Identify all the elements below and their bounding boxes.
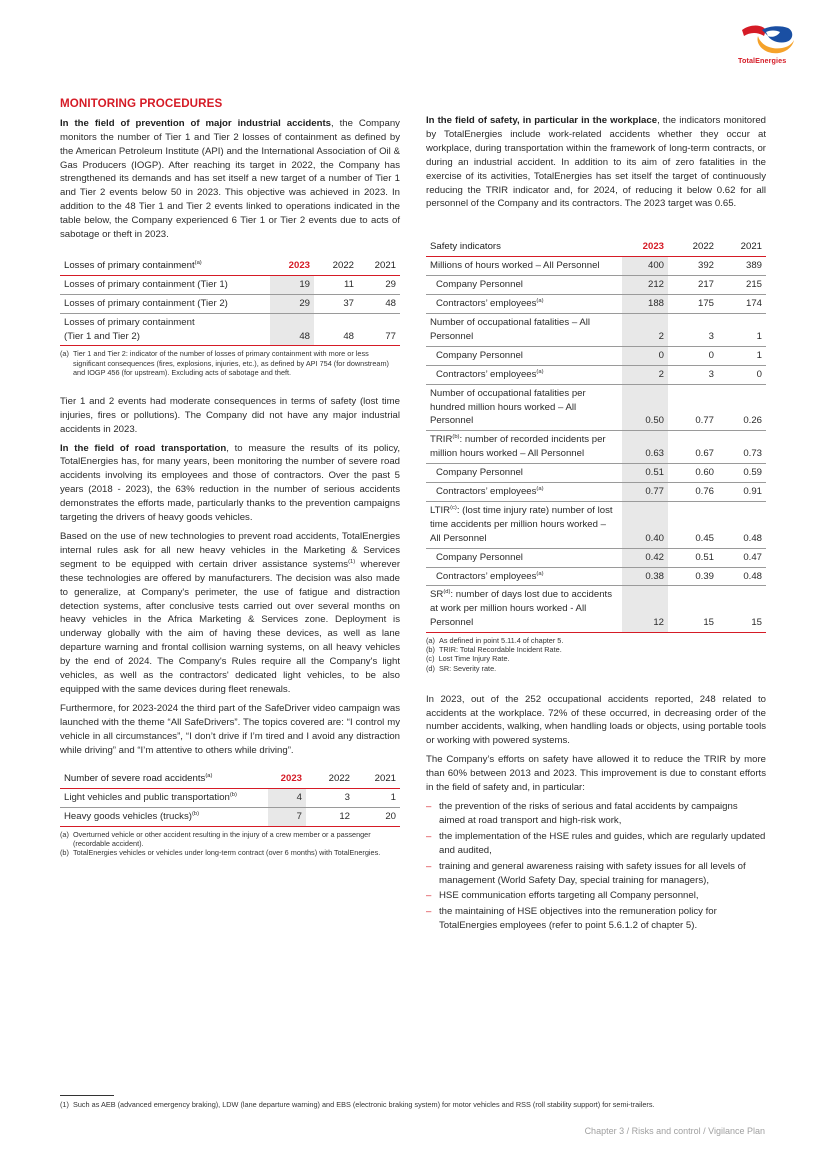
- row-value: 0.77: [622, 483, 668, 502]
- row-value: 1: [718, 313, 766, 346]
- row-value: 0.77: [668, 384, 718, 431]
- row-value: 174: [718, 295, 766, 314]
- table-row: Losses of primary containment (Tier 2) 29 37 48: [60, 294, 400, 313]
- row-label: LTIR$^{(c)}$: (lost time injury rate) number of lost time accidents per million hours worked – All Personnel: [426, 501, 622, 548]
- table-row: [426, 483, 766, 502]
- road-accidents-table: Number of severe road accidents$^{(a)}$ 2023 2022 2021 Light vehicles and public transportation$^{(b)}$ 4 3 1 Heavy goods vehicles (trucks)$^{(b)}$ 7 12 20: [60, 769, 400, 827]
- row-value: 0.38: [622, 567, 668, 586]
- table-row: [426, 567, 766, 586]
- year-2023: 2023: [270, 256, 314, 275]
- row-value: 0.50: [622, 384, 668, 431]
- table-row: [426, 313, 766, 346]
- brand-name: TotalEnergies: [738, 56, 787, 65]
- row-value: 3: [668, 313, 718, 346]
- row-label: Millions of hours worked – All Personnel: [426, 257, 622, 276]
- road-paragraph: In the field of road transportation, to measure the results of its policy, TotalEnergies has, for many years, been monitoring the number of severe road accidents involving its employees and those of contractors. Over the past 5 years (2018 - 2023), the 63% reduction in the number of serious accidents demonstrates the efforts made, particularly thanks to the prevention campaigns targeting the drivers of heavy goods vehicles.: [60, 442, 400, 524]
- row-label: Number of occupational fatalities – All Personnel: [426, 313, 622, 346]
- list-item: – HSE communication efforts targeting all Company personnel,: [426, 889, 766, 903]
- prevention-paragraph: In the field of prevention of major industrial accidents, the Company monitors the number of Tier 1 and Tier 2 losses of containment as defined by the American Petroleum Institute (API) and the International Association of Oil & Gas Producers (IOGP). After reaching its target in 2022, the Company has strengthened its demands and has set itself a new target of a number of Tier 1 and Tier 2 events below 50 in 2023. This objective was achieved in 2023. In addition to the 48 Tier 1 and Tier 2 events linked to operations indicated in the table below, the Company experienced 6 Tier 1 or Tier 2 events due to acts of sabotage or theft in 2023.: [60, 117, 400, 241]
- table-row: [426, 346, 766, 365]
- footnote: (1) Such as AEB (advanced emergency braking), LDW (lane departure warning) and EBS (electronic braking system) for motor vehicles and RSS (roll stability support) for semi-trailers.: [60, 1100, 655, 1109]
- section-title: MONITORING PROCEDURES: [60, 97, 223, 110]
- row-label: TRIR$^{(b)}$: number of recorded incidents per million hours worked – All Personnel: [426, 431, 622, 464]
- row-label: Company Personnel: [426, 276, 622, 295]
- table-header: Losses of primary containment$^{(a)}$: [60, 256, 270, 275]
- footnote-divider: [60, 1095, 114, 1096]
- list-item: – the prevention of the risks of serious and fatal accidents by campaigns aimed at road transport and high-risk work,: [426, 800, 766, 828]
- row-value: 0.47: [718, 548, 766, 567]
- row-label: Company Personnel: [426, 464, 622, 483]
- list-item: – the implementation of the HSE rules and guides, which are regularly updated and audited,: [426, 830, 766, 858]
- row-value: 400: [622, 257, 668, 276]
- year-2022: 2022: [314, 256, 358, 275]
- table-row: [426, 276, 766, 295]
- row-label: Number of occupational fatalities per hundred million hours worked – All Personnel: [426, 384, 622, 431]
- containment-table: [60, 256, 400, 347]
- row-value: 215: [718, 276, 766, 295]
- row-value: 1: [718, 346, 766, 365]
- table-header: Number of severe road accidents$^{(a)}$: [60, 769, 268, 788]
- accidents-paragraph: In 2023, out of the 252 occupational accidents reported, 248 related to accidents at the workplace. 72% of these occurred, in decreasing order of the number accidents, walking, when handling loads or objects, using portable tools or working with powered systems.: [426, 693, 766, 747]
- row-value: 0.73: [718, 431, 766, 464]
- row-value: 0.40: [622, 501, 668, 548]
- list-item: – the maintaining of HSE objectives into the remuneration policy for TotalEnergies employees (refer to point 5.6.1.2 of chapter 5).: [426, 905, 766, 933]
- row-label: Contractors’ employees$^{(a)}$: [426, 295, 622, 314]
- row-value: 3: [668, 365, 718, 384]
- row-value: 0.45: [668, 501, 718, 548]
- table-row: [426, 501, 766, 548]
- row-value: 0: [622, 346, 668, 365]
- table-row: [426, 365, 766, 384]
- list-item: – training and general awareness raising with safety issues for all levels of management (World Safety Day, special training for managers),: [426, 860, 766, 888]
- technologies-paragraph: Based on the use of new technologies to prevent road accidents, TotalEnergies internal rules ask for all new heavy vehicles in the Marketing & Services segment to be equipped with certain driver assistance systems$^{(1)}$ wherever these technologies are offered by manufacturers. The decision was also made to generalize, at Company's perimeter, the use of fatigue and distraction detection systems, after conclusive tests carried out over several months on heavy vehicles in the Africa Marketing & Services zone. Deployment is underway globally with the aim of having these devices, as well as lane departure warning and frontal collision warning systems, on all heavy vehicles by the end of 2024. The Company's Rules require all the Company's light vehicles, as well as the contractors' dedicated light vehicles, to be also equipped with the same devices during fleet renewals.: [60, 530, 401, 695]
- table-row: [426, 548, 766, 567]
- row-label: Contractors’ employees$^{(a)}$: [426, 365, 622, 384]
- row-value: 0.67: [668, 431, 718, 464]
- table-header: Safety indicators: [426, 237, 622, 256]
- page-footer: Chapter 3 / Risks and control / Vigilance Plan: [584, 1126, 765, 1136]
- right-column: [426, 114, 766, 935]
- table-row: Light vehicles and public transportation$^{(b)}$ 4 3 1: [60, 789, 400, 808]
- safedriver-paragraph: Furthermore, for 2023-2024 the third part of the SafeDriver video campaign was launched with the theme “All SafeDrivers”. The topics covered are: “I control my vehicle in all circumstances”, “I don’t drive if I’m tired and I avoid any distraction while driving” and “I’m attentive to others while driving”.: [60, 702, 400, 756]
- table-row: [426, 384, 766, 431]
- row-label: Contractors’ employees$^{(a)}$: [426, 483, 622, 502]
- row-value: 0: [668, 346, 718, 365]
- row-label: Contractors’ employees$^{(a)}$: [426, 567, 622, 586]
- row-value: 12: [622, 586, 668, 633]
- row-value: 389: [718, 257, 766, 276]
- row-value: 0.76: [668, 483, 718, 502]
- row-label: Company Personnel: [426, 548, 622, 567]
- efforts-list: [426, 800, 766, 933]
- safety-notes: (a) As defined in point 5.11.4 of chapter 5. (b) TRIR: Total Recordable Incident Rate. (c) Lost Time Injury Rate. (d) SR: Severity rate.: [426, 636, 564, 673]
- row-value: 212: [622, 276, 668, 295]
- road-notes: (a) Overturned vehicle or other accident resulting in the injury of a crew member or a passenger (recordable accident). (b) TotalEnergies vehicles or vehicles under long-term contract (over 6 months) with TotalEnergies.: [60, 830, 381, 858]
- trir-paragraph: The Company’s efforts on safety have allowed it to reduce the TRIR by more than 60% between 2013 and 2023. This improvement is due to constant efforts in the field of safety and, in particular:: [426, 754, 766, 794]
- row-value: 2: [622, 365, 668, 384]
- safety-indicators-table: Safety indicators 2023 2022 2021 Millions of hours worked – All Personnel 400 392 389 Company Personnel 212 217 215 Contractors’ employees$^{(a)}$ 188 175 174 Number of occupational fatalities – All Personnel 2 3 1 Company Personnel 0 0 1 Contractors’ employees$^{(a)}$ 2 3 0 Number of occupational fatalities per hundred million hours worked – All Personnel 0.50 0.77 0.26 TRIR$^{(b)}$: number of recorded incidents per million hours worked – All Personnel 0.63 0.67 0.73 Company Personnel 0.51 0.60 0.59 Contractors’ employees$^{(a)}$ 0.77 0.76 0.91 LTIR$^{(c)}$: (lost time injury rate) number of lost time accidents per million hours worked – All Personnel 0.40 0.45 0.48 Company Personnel 0.42 0.51 0.47 Contractors’ employees$^{(a)}$ 0.38 0.39 0.48 SR$^{(d)}$: number of days lost due to accidents at work per million hours worked - All Personnel 12 15 15: [426, 237, 766, 633]
- row-value: 0.51: [668, 548, 718, 567]
- row-value: 15: [668, 586, 718, 633]
- row-value: 2: [622, 313, 668, 346]
- row-value: 0.42: [622, 548, 668, 567]
- row-value: 0.26: [718, 384, 766, 431]
- prevention-lead: In the field of prevention of major industrial accidents: [60, 117, 331, 129]
- table-row: [426, 295, 766, 314]
- row-value: 217: [668, 276, 718, 295]
- row-value: 0.91: [718, 483, 766, 502]
- table-row: Losses of primary containment (Tier 1) 19 11 29: [60, 275, 400, 294]
- table-row: [426, 431, 766, 464]
- left-column: [60, 96, 400, 858]
- tier-paragraph: Tier 1 and 2 events had moderate consequences in terms of safety (lost time injuries, fires or pollutions). The Company did not have any major industrial accidents in 2023.: [60, 395, 400, 435]
- row-value: 0.39: [668, 567, 718, 586]
- year-2021: 2021: [358, 256, 400, 275]
- row-value: 0.48: [718, 501, 766, 548]
- table-row: [426, 257, 766, 276]
- table-row: [426, 586, 766, 633]
- row-label: SR$^{(d)}$: number of days lost due to accidents at work per million hours worked - All Personnel: [426, 586, 622, 633]
- row-value: 188: [622, 295, 668, 314]
- containment-notes: (a) Tier 1 and Tier 2: indicator of the number of losses of primary containment with more or less significant consequences (fires, explosions, injuries, etc.), as defined by API 754 (for downstream) and IOGP 456 (for upstream). Excluding acts of sabotage and theft.: [60, 349, 389, 377]
- row-value: 0.59: [718, 464, 766, 483]
- row-value: 392: [668, 257, 718, 276]
- table-row: Losses of primary containment (Tier 1 and Tier 2) 48 48 77: [60, 313, 400, 346]
- row-label: Company Personnel: [426, 346, 622, 365]
- row-value: 0.51: [622, 464, 668, 483]
- row-value: 15: [718, 586, 766, 633]
- row-value: 0: [718, 365, 766, 384]
- table-row: Heavy goods vehicles (trucks)$^{(b)}$ 7 12 20: [60, 808, 400, 827]
- row-value: 0.60: [668, 464, 718, 483]
- row-value: 0.63: [622, 431, 668, 464]
- row-value: 0.48: [718, 567, 766, 586]
- workplace-paragraph: In the field of safety, in particular in the workplace, the indicators monitored by TotalEnergies include work-related accidents whether they occur at workplace, during transportation within the framework of long-term contracts, or during an industrial accident. In addition to its aim of zero fatalities in the exercise of its activities, TotalEnergies has set itself the target of continuously reducing the TRIR indicator and, for 2024, of reducing it below 0.62 for all personnel of the Company and its contractors. The 2023 target was 0.65.: [426, 115, 766, 210]
- row-value: 175: [668, 295, 718, 314]
- table-row: [426, 464, 766, 483]
